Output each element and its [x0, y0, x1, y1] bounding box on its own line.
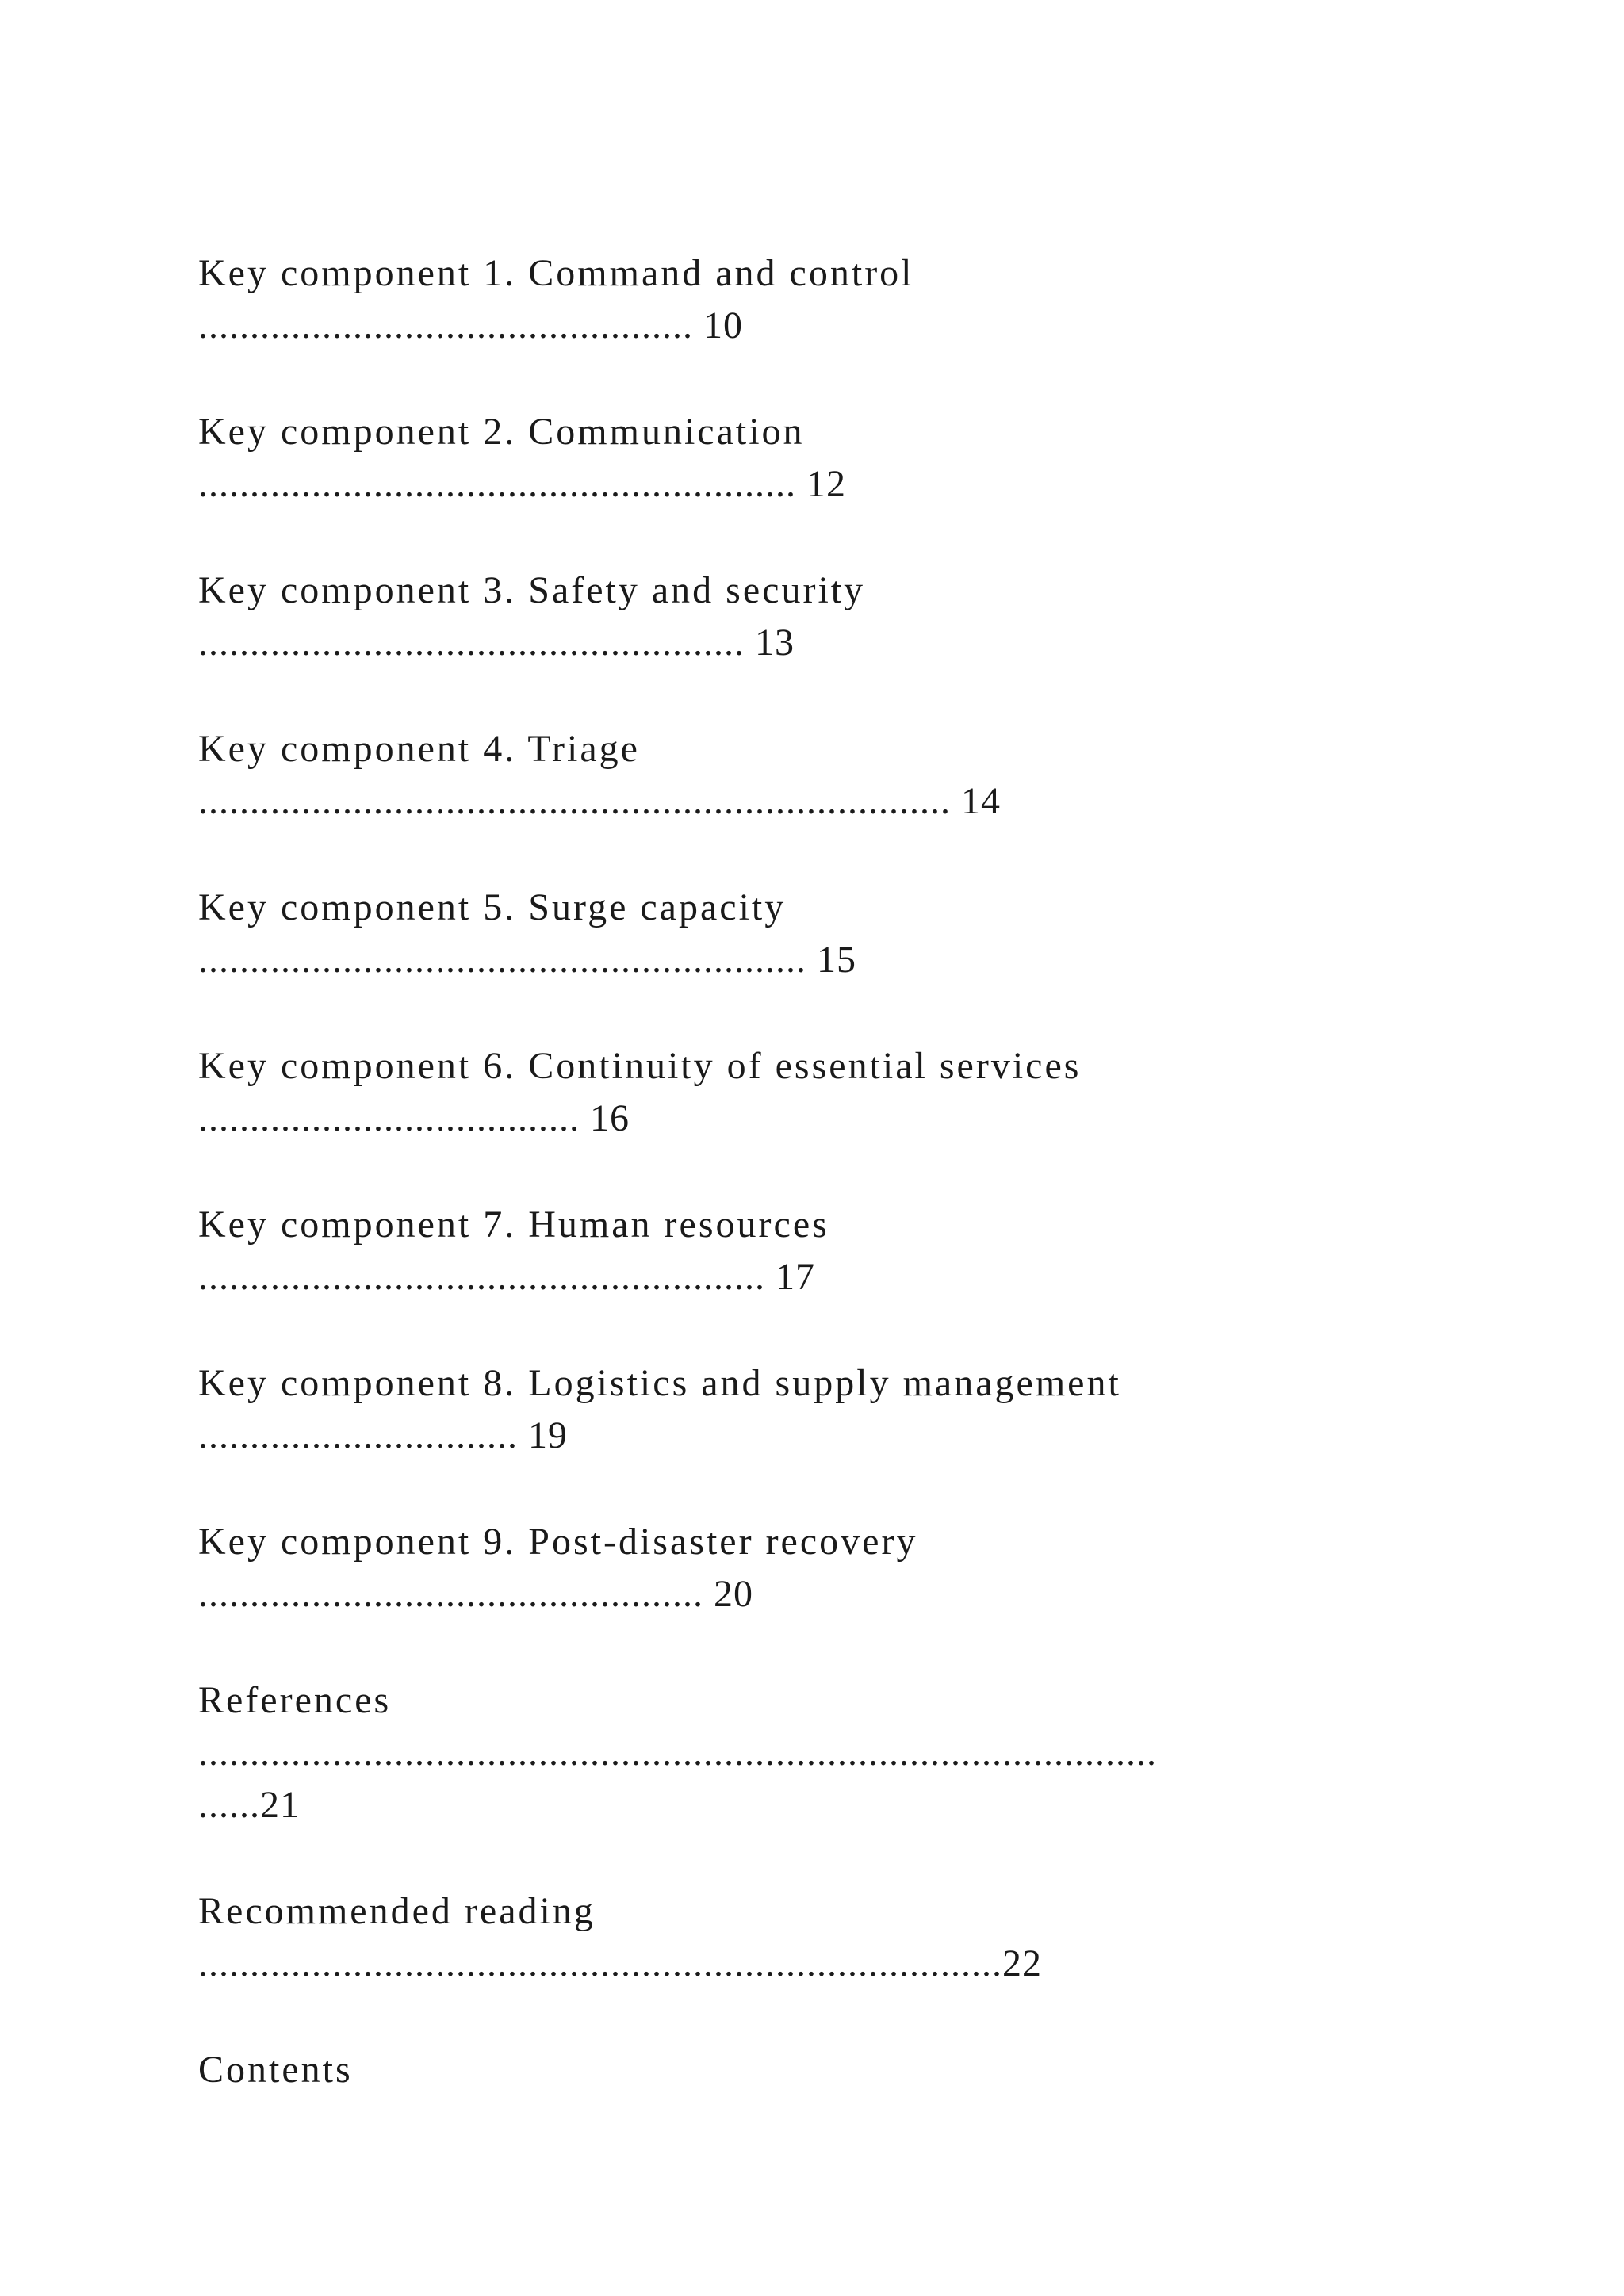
toc-entry-title: Key component 1. Command and control: [198, 252, 914, 294]
toc-entry-references[interactable]: [198, 1674, 1435, 1831]
toc-entry-leader-page: ............................... 19: [198, 1414, 568, 1456]
toc-entry-key-component-4[interactable]: [198, 723, 1435, 828]
toc-entry-leader-page: ......21: [198, 1784, 300, 1826]
toc-entry-title: Key component 2. Communication: [198, 411, 805, 453]
toc-entry-leader-page: ..................................................... 13: [198, 622, 795, 664]
toc-entry-key-component-7[interactable]: [198, 1199, 1435, 1303]
toc-entry-key-component-8[interactable]: [198, 1357, 1435, 1462]
toc-entry-leader-page: .......................................................... 12: [198, 463, 846, 505]
toc-entry-leader-page: ................................................ 10: [198, 304, 743, 346]
toc-entry-title: Key component 6. Continuity of essential services: [198, 1045, 1082, 1087]
toc-entry-title: Key component 9. Post-disaster recovery: [198, 1521, 918, 1563]
toc-entry-title: Key component 5. Surge capacity: [198, 886, 787, 928]
toc-entry-leader-page: ........................................................... 15: [198, 939, 856, 981]
toc-entry-recommended-reading[interactable]: [198, 1885, 1435, 1990]
toc-entry-key-component-1[interactable]: [198, 247, 1435, 352]
toc-entry-leader-page: ..............................................................................22: [198, 1942, 1042, 1984]
toc-entry-key-component-5[interactable]: [198, 882, 1435, 986]
toc-entry-leader-page: ....................................................... 17: [198, 1256, 815, 1298]
toc-entry-leader-page: ......................................................................... 14: [198, 780, 1001, 822]
table-of-contents: [198, 247, 1435, 2096]
contents-heading: Contents: [198, 2049, 353, 2091]
toc-entry-leader-page: ..................................... 16: [198, 1097, 630, 1139]
toc-entry-title: Recommended reading: [198, 1890, 596, 1932]
toc-entry-key-component-6[interactable]: [198, 1040, 1435, 1145]
toc-entry-title: Key component 4. Triage: [198, 728, 640, 770]
toc-entry-leader: .............................................................................................: [198, 1732, 1157, 1774]
toc-entry-key-component-9[interactable]: [198, 1516, 1435, 1621]
toc-entry-key-component-3[interactable]: [198, 564, 1435, 669]
toc-entry-title: Key component 7. Human resources: [198, 1203, 829, 1246]
toc-entry-key-component-2[interactable]: [198, 406, 1435, 511]
toc-entry-leader-page: ................................................. 20: [198, 1573, 753, 1615]
toc-entry-title: Key component 3. Safety and security: [198, 569, 866, 611]
toc-entry-title: References: [198, 1679, 392, 1721]
toc-entry-title: Key component 8. Logistics and supply management: [198, 1362, 1121, 1404]
